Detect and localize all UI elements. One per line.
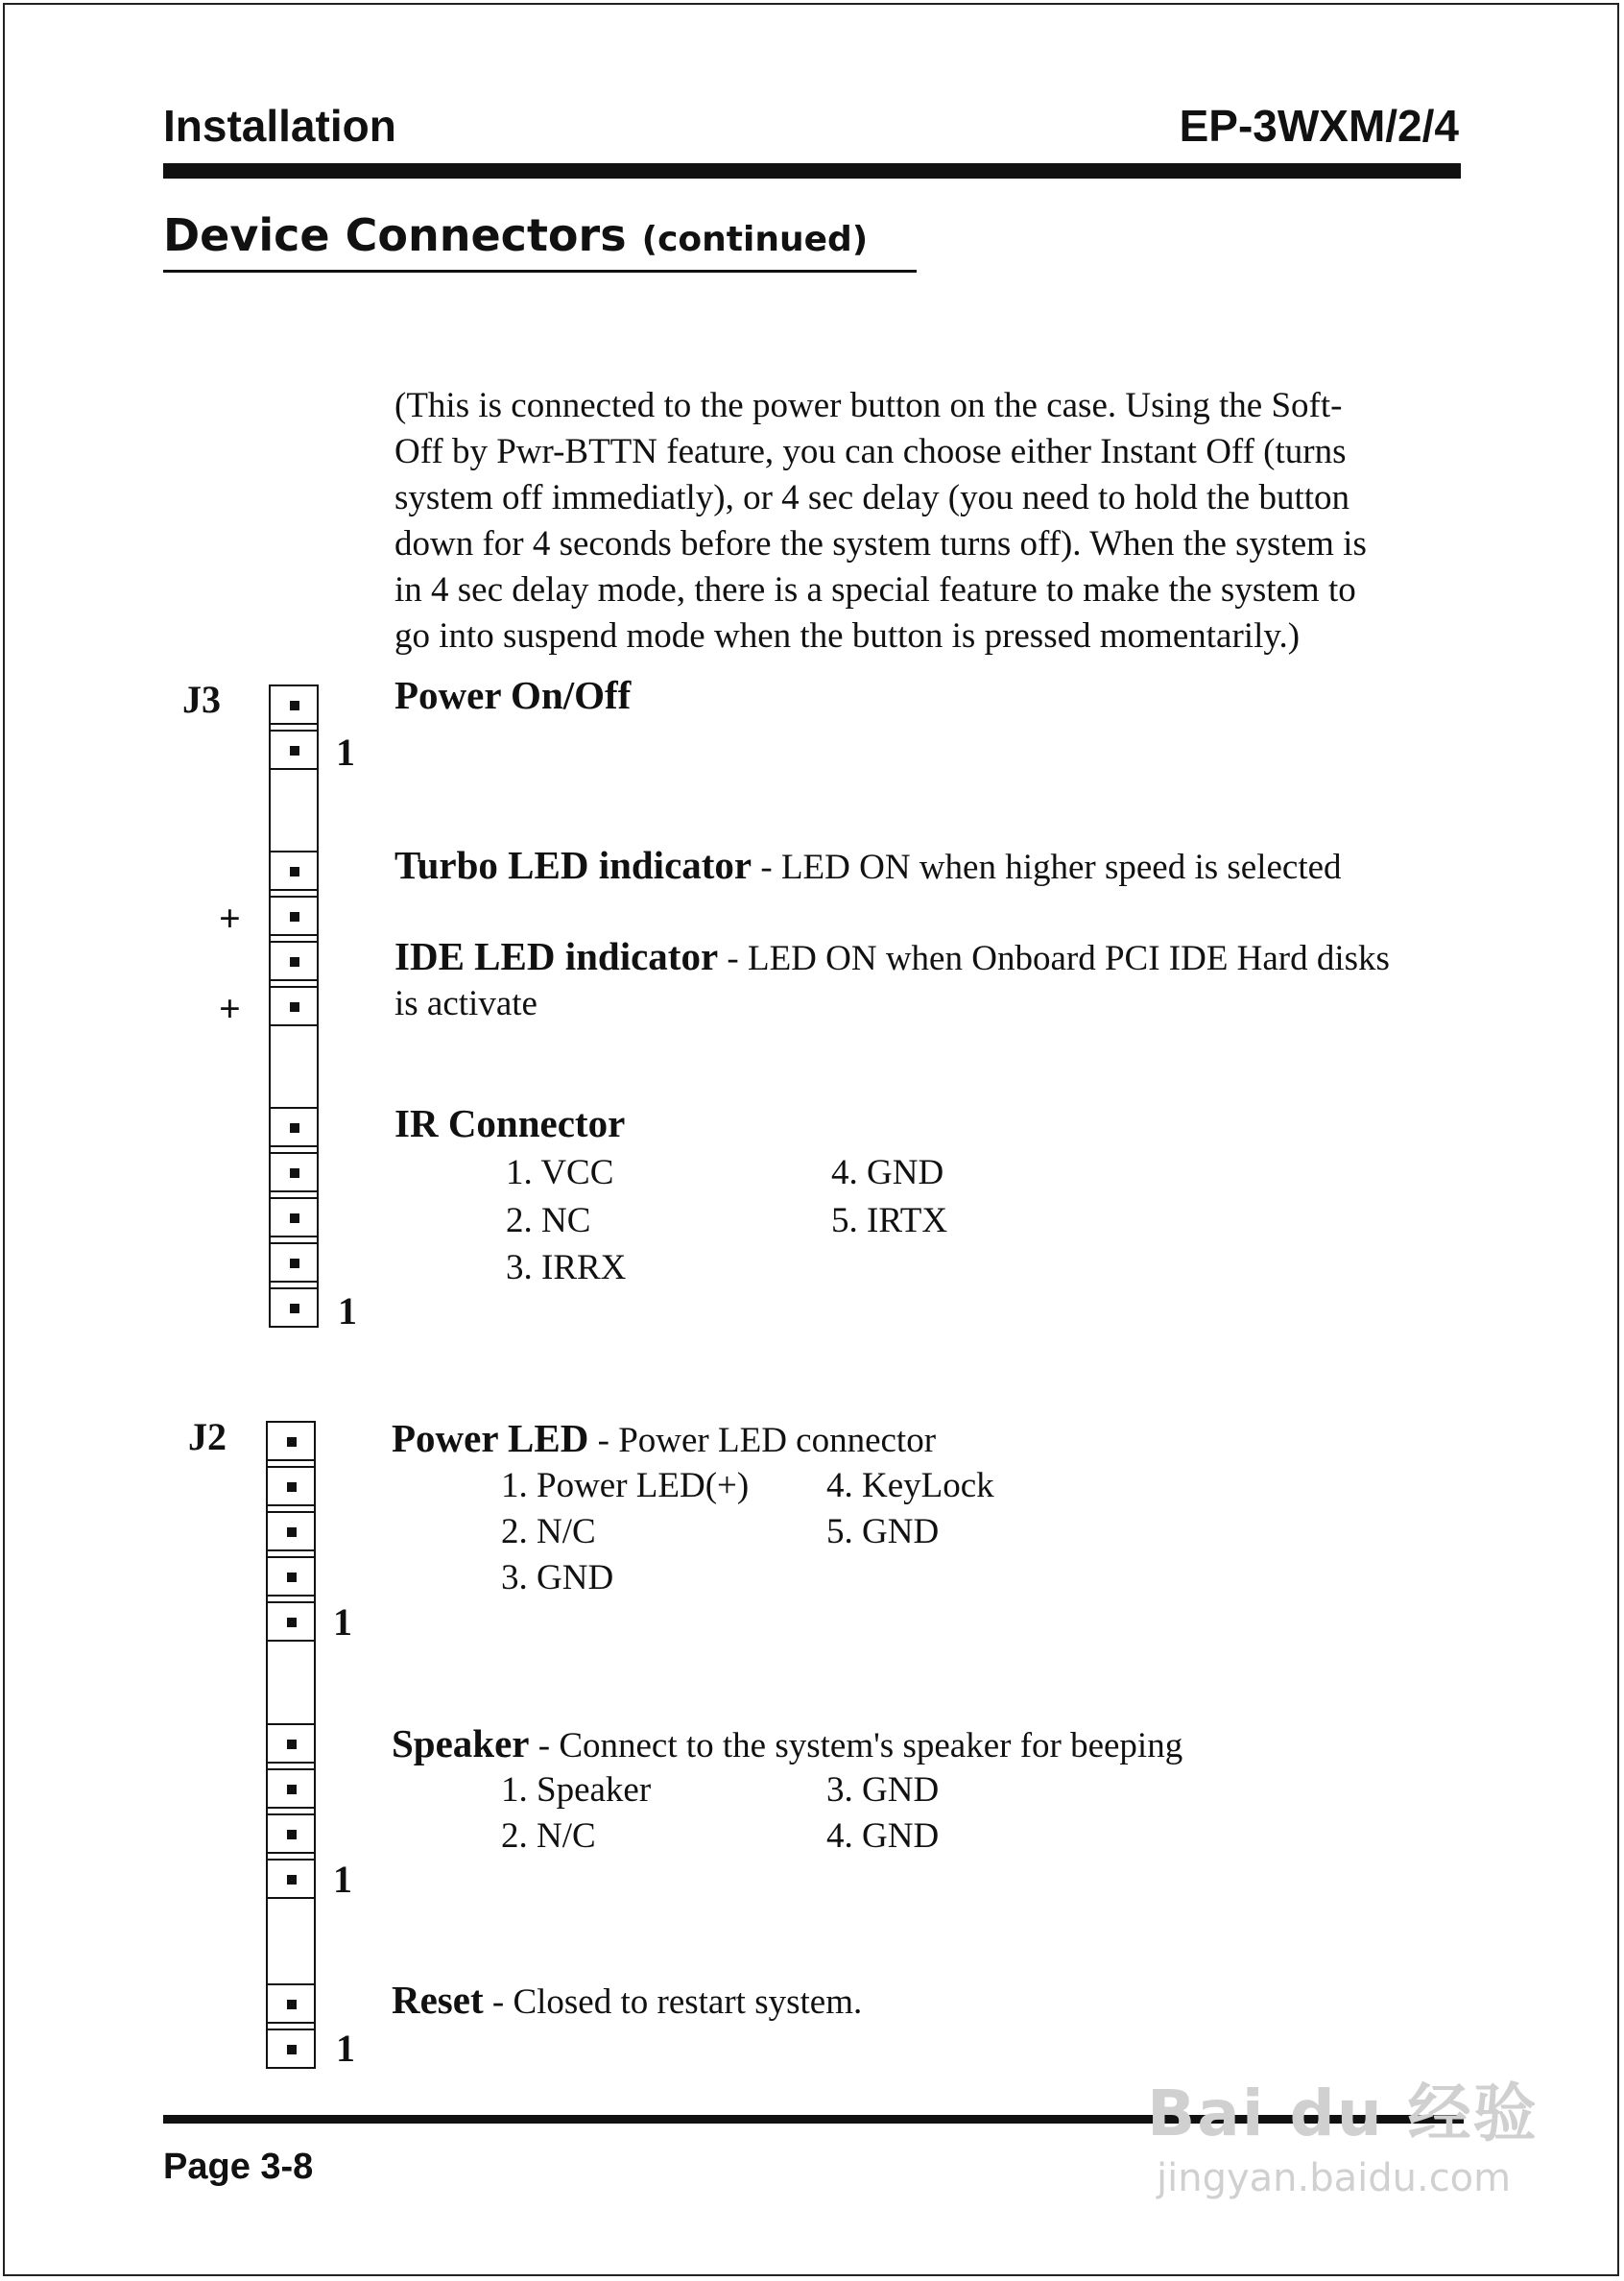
ir-pin: 1. VCC — [506, 1153, 614, 1192]
header-rule — [163, 163, 1461, 179]
pin1-marker: 1 — [336, 731, 355, 774]
speaker-pin: 4. GND — [826, 1816, 940, 1856]
j2-label: J2 — [188, 1415, 227, 1458]
power-onoff-title: Power On/Off — [394, 673, 632, 717]
j2-pin — [266, 2029, 316, 2069]
speaker-title: Speaker — [392, 1721, 530, 1765]
reset-line — [392, 1977, 862, 2023]
j2-pin — [266, 1813, 316, 1854]
intro-paragraph — [394, 383, 1498, 660]
j3-pin — [269, 684, 319, 725]
j2-pin — [266, 1723, 316, 1764]
j2-pin — [266, 1601, 316, 1642]
power-led-pin: 4. KeyLock — [826, 1466, 994, 1505]
turbo-led-title: Turbo LED indicator — [394, 843, 752, 887]
j3-pin — [269, 851, 319, 891]
j2-pin — [266, 1421, 316, 1461]
j2-pin — [266, 1768, 316, 1809]
speaker-pin: 3. GND — [826, 1770, 940, 1810]
header-left: Installation — [163, 101, 396, 151]
ide-led-line — [394, 933, 1390, 979]
power-led-pin: 2. N/C — [501, 1512, 596, 1551]
power-led-pin: 5. GND — [826, 1512, 940, 1551]
speaker-line — [392, 1720, 1182, 1766]
page-frame — [3, 3, 1619, 2276]
j3-pin — [269, 1152, 319, 1192]
intro-line: system off immediatly), or 4 sec delay (you need to hold the button — [394, 478, 1350, 517]
plus-marker: + — [219, 897, 241, 940]
intro-line: Off by Pwr-BTTN feature, you can choose either Instant Off (turns — [394, 432, 1347, 471]
baidu-watermark-logo: Bai du 经验 — [1147, 2077, 1539, 2150]
header-right: EP-3WXM/2/4 — [1179, 101, 1459, 151]
j3-label: J3 — [182, 678, 221, 721]
intro-line: down for 4 seconds before the system turns off). When the system is — [394, 524, 1367, 564]
pin1-marker: 1 — [338, 1289, 357, 1333]
turbo-led-line — [394, 842, 1342, 888]
j2-pin — [266, 1556, 316, 1597]
ir-pin: 4. GND — [831, 1153, 944, 1192]
j3-pin — [269, 1107, 319, 1147]
power-led-desc: - Power LED connector — [588, 1421, 937, 1460]
intro-line: (This is connected to the power button on the case. Using the Soft- — [394, 386, 1343, 425]
j2-pin — [266, 1983, 316, 2024]
reset-desc: - Closed to restart system. — [483, 1982, 863, 2022]
baidu-watermark-url: jingyan.baidu.com — [1157, 2156, 1512, 2200]
ir-pin: 5. IRTX — [831, 1201, 948, 1240]
section-underline — [163, 270, 917, 273]
page-number: Page 3-8 — [163, 2147, 314, 2187]
speaker-pin: 1. Speaker — [501, 1770, 652, 1810]
j2-pin — [266, 1511, 316, 1551]
ir-pin: 3. IRRX — [506, 1248, 627, 1287]
speaker-pin: 2. N/C — [501, 1816, 596, 1856]
pin1-marker: 1 — [333, 1600, 352, 1644]
plus-marker: + — [219, 987, 241, 1030]
pin1-marker: 1 — [336, 2027, 355, 2070]
j3-pin — [269, 896, 319, 936]
power-led-pin: 1. Power LED(+) — [501, 1466, 750, 1505]
power-led-line — [392, 1415, 936, 1461]
intro-line: go into suspend mode when the button is pressed momentarily.) — [394, 616, 1301, 656]
section-suffix: (continued) — [641, 220, 869, 259]
turbo-led-desc: - LED ON when higher speed is selected — [752, 848, 1342, 887]
ir-pin: 2. NC — [506, 1201, 591, 1240]
j3-pin — [269, 1287, 319, 1328]
power-led-pin: 3. GND — [501, 1558, 614, 1597]
ide-led-desc-2: is activate — [394, 984, 537, 1023]
power-led-title: Power LED — [392, 1416, 589, 1460]
speaker-desc: - Connect to the system's speaker for beeping — [529, 1726, 1183, 1765]
j2-pin — [266, 1859, 316, 1899]
j2-pin — [266, 1466, 316, 1506]
j3-pin — [269, 1242, 319, 1283]
ir-connector-title: IR Connector — [394, 1101, 626, 1145]
j3-pin — [269, 730, 319, 770]
pin1-marker: 1 — [333, 1858, 352, 1901]
section-title: Device Connectors (continued) — [163, 209, 869, 261]
intro-line: in 4 sec delay mode, there is a special feature to make the system to — [394, 570, 1356, 610]
ide-led-desc: - LED ON when Onboard PCI IDE Hard disks — [718, 939, 1390, 978]
j3-pin — [269, 1197, 319, 1237]
j3-pin — [269, 986, 319, 1026]
reset-title: Reset — [392, 1978, 484, 2022]
ide-led-title: IDE LED indicator — [394, 934, 719, 978]
j3-pin — [269, 941, 319, 981]
